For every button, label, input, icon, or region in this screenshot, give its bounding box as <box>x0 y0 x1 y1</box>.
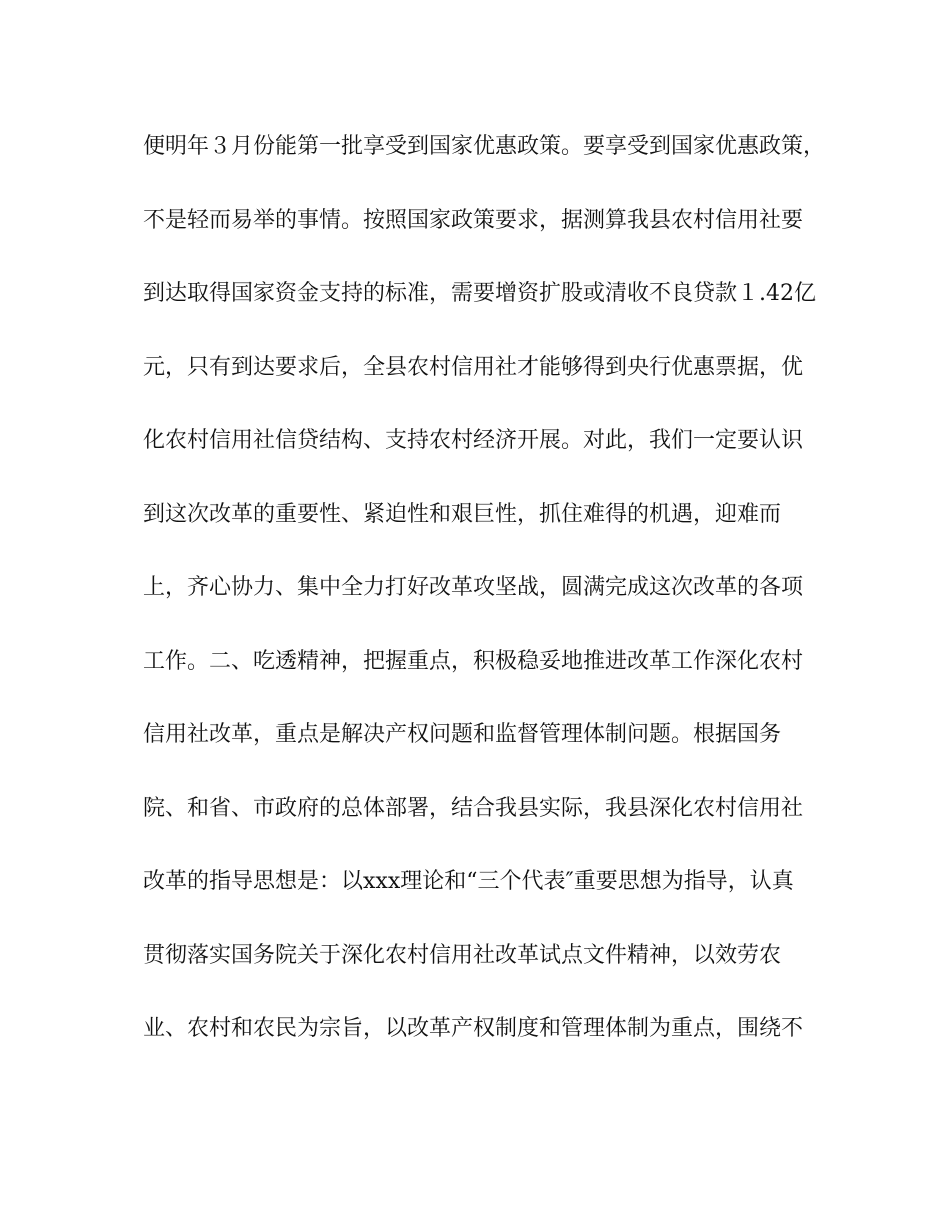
text-line-2: 不是轻而易举的事情。按照国家政策要求，据测算我县农村信用社要 <box>143 207 804 233</box>
text-line-9: 信用社改革，重点是解决产权问题和监督管理体制问题。根据国务 <box>143 722 782 747</box>
text-line-7: 上，齐心协力、集中全力打好改革攻坚战，圆满完成这次改革的各项 <box>143 575 804 600</box>
text-line-11: 改革的指导思想是：以xxx理论和“三个代表″重要思想为指导，认真 <box>143 869 794 894</box>
text-line-5: 化农村信用社信贷结构、支持农村经济开展。对此，我们一定要认识 <box>143 428 804 453</box>
text-line-4: 元，只有到达要求后，全县农村信用社才能够得到央行优惠票据，优 <box>143 354 804 380</box>
text-line-13: 业、农村和农民为宗旨，以改革产权制度和管理体制为重点，围绕不 <box>143 1016 804 1041</box>
text-line-1: 便明年３月份能第一批享受到国家优惠政策。要享受到国家优惠政策， <box>143 134 826 159</box>
text-line-8: 工作。二、吃透精神，把握重点，积极稳妥地推进改革工作深化农村 <box>143 648 804 674</box>
text-line-6: 到这次改革的重要性、紧迫性和艰巨性，抓住难得的机遇，迎难而 <box>143 501 782 527</box>
document-body <box>143 127 826 1083</box>
text-line-10: 院、和省、市政府的总体部署，结合我县实际，我县深化农村信用社 <box>143 795 804 821</box>
text-line-3: 到达取得国家资金支持的标准，需要增资扩股或清收不良贷款１.42亿 <box>143 281 816 306</box>
text-line-12: 贯彻落实国务院关于深化农村信用社改革试点文件精神，以效劳农 <box>143 942 782 968</box>
